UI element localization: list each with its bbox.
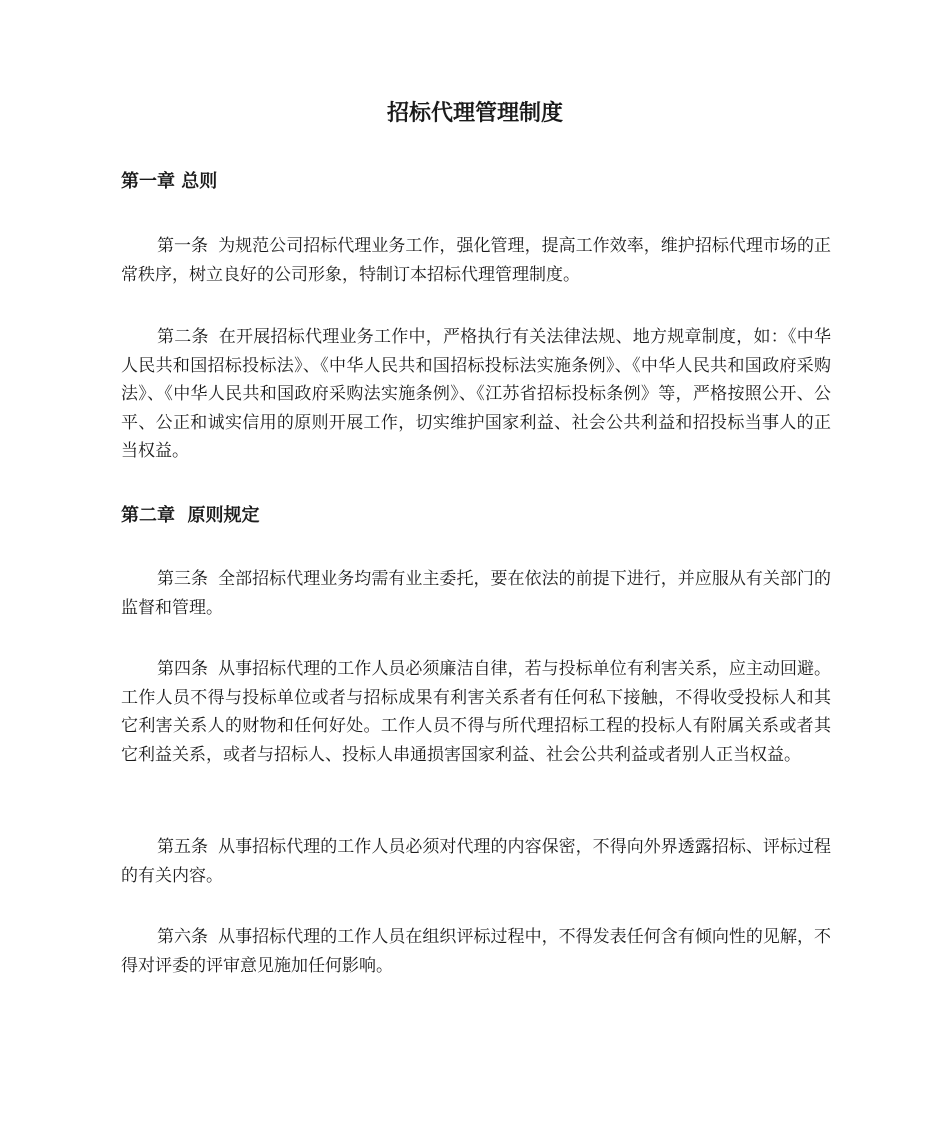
document-title: 招标代理管理制度: [386, 101, 563, 126]
article-number: 第四条: [157, 659, 209, 679]
article-text: 从事招标代理的工作人员在组织评标过程中，不得发表任何含有倾向性的见解，不得对评委的评审意见施加任何影响。: [121, 927, 832, 976]
article-number: 第三条: [157, 569, 209, 589]
article-number: 第二条: [157, 327, 209, 347]
article-text: 全部招标代理业务均需有业主委托，要在依法的前提下进行，并应服从有关部门的监督和管理。: [121, 569, 832, 618]
article-paragraph: [121, 565, 831, 622]
article-paragraph: [121, 323, 831, 466]
article-paragraph: [121, 655, 831, 769]
article-paragraph: [121, 232, 831, 289]
article-number: 第六条: [157, 927, 209, 947]
article-number: 第一条: [157, 236, 209, 256]
chapter-heading: 第二章 原则规定: [121, 505, 260, 526]
article-number: 第五条: [157, 837, 209, 857]
article-paragraph: [121, 833, 831, 890]
chapter-heading: 第一章 总则: [121, 171, 218, 192]
article-paragraph: [121, 923, 831, 980]
article-text: 为规范公司招标代理业务工作，强化管理，提高工作效率，维护招标代理市场的正常秩序，树立良好的公司形象，特制订本招标代理管理制度。: [121, 236, 832, 285]
article-text: 从事招标代理的工作人员必须对代理的内容保密，不得向外界透露招标、评标过程的有关内容。: [121, 837, 832, 886]
article-text: 从事招标代理的工作人员必须廉洁自律，若与投标单位有利害关系，应主动回避。工作人员不得与投标单位或者与招标成果有利害关系者有任何私下接触，不得收受投标人和其它利害关系人的财物和任何好处。工作人员不得与所代理招标工程的投标人有附属关系或者其它利益关系，或者与招标人、投标人串通损害国家利益、社会公共利益或者别人正当权益。: [121, 659, 832, 765]
article-text: 在开展招标代理业务工作中，严格执行有关法律法规、地方规章制度，如：《中华人民共和国招标投标法》、《中华人民共和国招标投标法实施条例》、《中华人民共和国政府采购法》、《中华人民共和国政府采购法实施条例》、《江苏省招标投标条例》等，严格按照公开、公平、公正和诚实信用的原则开展工作，切实维护国家利益、社会公共利益和招投标当事人的正当权益。: [121, 327, 831, 461]
